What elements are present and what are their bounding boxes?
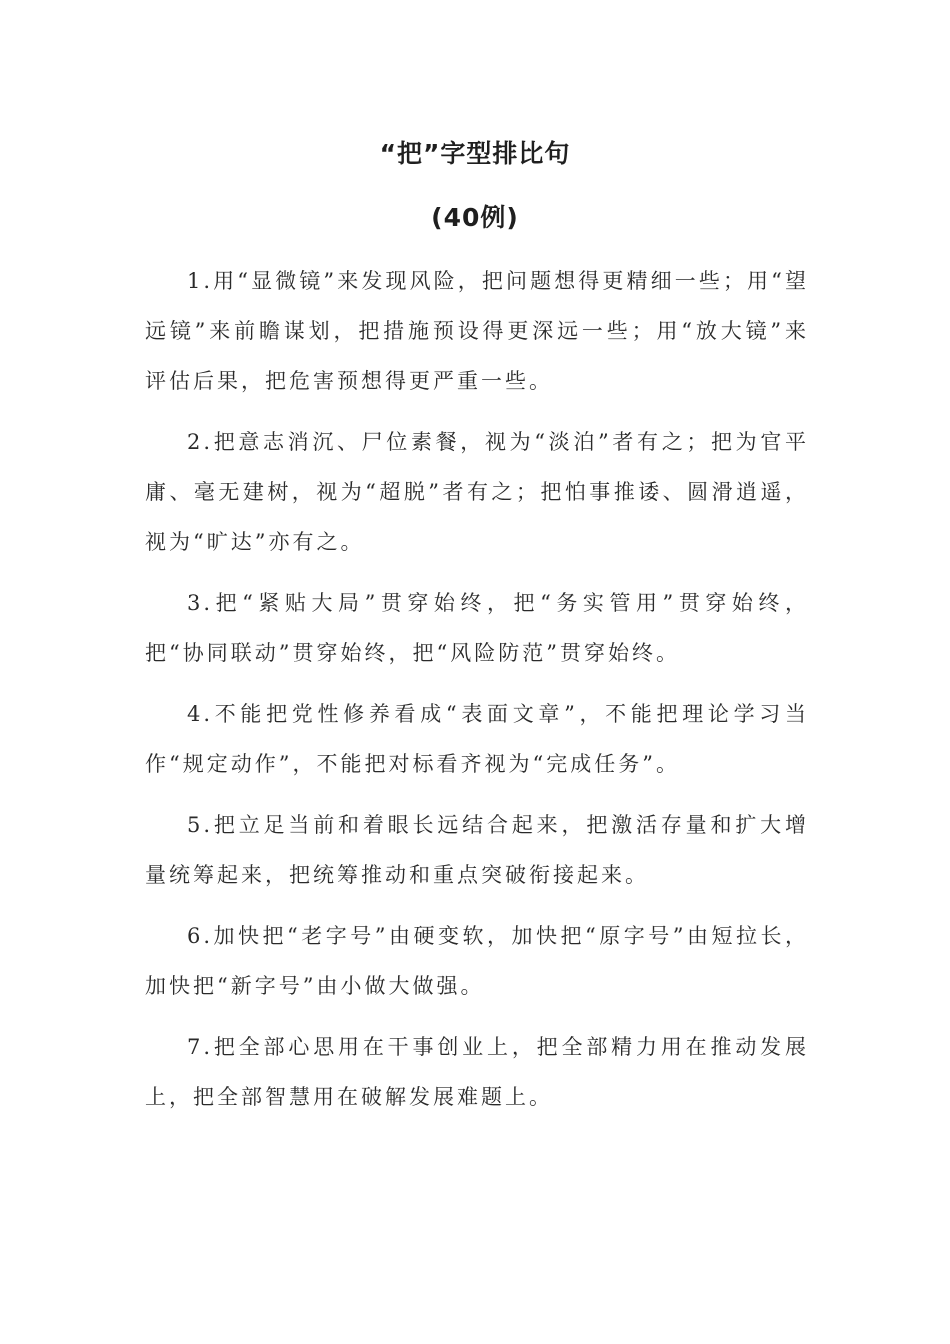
document-body (145, 256, 809, 1133)
paragraph-7: 7.把全部心思用在干事创业上，把全部精力用在推动发展上，把全部智慧用在破解发展难题上。 (145, 1035, 809, 1109)
paragraph-2: 2.把意志消沉、尸位素餐，视为“淡泊”者有之；把为官平庸、毫无建树，视为“超脱”者有之；把怕事推诿、圆滑逍遥，视为“旷达”亦有之。 (145, 430, 809, 554)
paragraph-3: 3.把“紧贴大局”贯穿始终，把“务实管用”贯穿始终，把“协同联动”贯穿始终，把“风险防范”贯穿始终。 (145, 591, 809, 665)
paragraph-1: 1.用“显微镜”来发现风险，把问题想得更精细一些；用“望远镜”来前瞻谋划，把措施预设得更深远一些；用“放大镜”来评估后果，把危害预想得更严重一些。 (145, 269, 809, 393)
document-subtitle: (40例) (431, 203, 519, 232)
paragraph-4: 4.不能把党性修养看成“表面文章”，不能把理论学习当作“规定动作”，不能把对标看齐视为“完成任务”。 (145, 702, 809, 776)
paragraph-5: 5.把立足当前和着眼长远结合起来，把激活存量和扩大增量统筹起来，把统筹推动和重点突破衔接起来。 (145, 813, 809, 887)
document-title: “把”字型排比句 (379, 139, 571, 168)
paragraph-6: 6.加快把“老字号”由硬变软，加快把“原字号”由短拉长，加快把“新字号”由小做大做强。 (145, 924, 809, 998)
